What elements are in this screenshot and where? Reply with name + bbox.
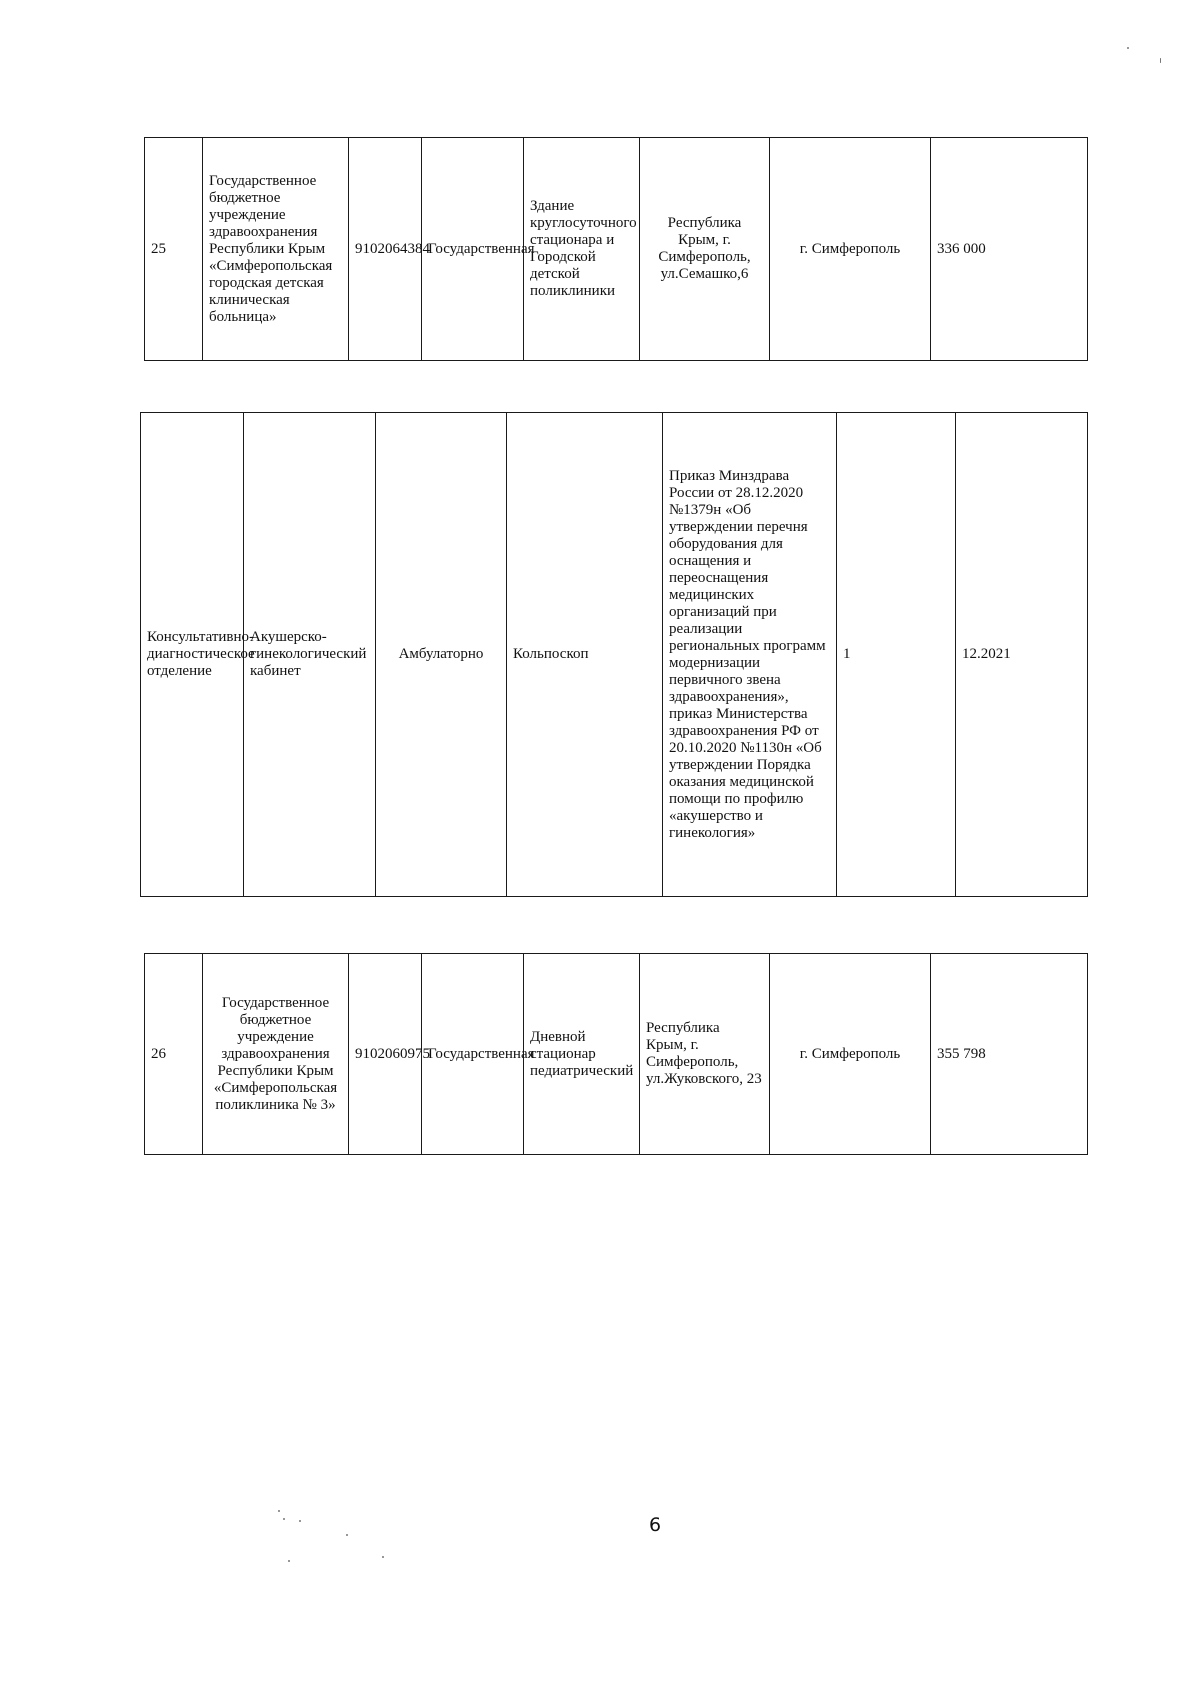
amount-cell: 355 798 [931, 954, 1088, 1155]
scan-speck [1127, 47, 1129, 49]
ownership-cell: Государственная [422, 954, 524, 1155]
object-cell: Дневной стационар педиатрический [524, 954, 640, 1155]
care-type-cell: Амбулаторно [376, 413, 507, 897]
municipality-cell: г. Симферополь [770, 954, 931, 1155]
date-cell: 12.2021 [956, 413, 1088, 897]
scan-speck [278, 1510, 280, 1512]
row-number-cell: 25 [145, 138, 203, 361]
record-25-table [144, 137, 1088, 361]
equipment-cell: Кольпоскоп [507, 413, 663, 897]
quantity-cell: 1 [837, 413, 956, 897]
ownership-cell: Государственная [422, 138, 524, 361]
table-row [141, 413, 1088, 897]
organization-cell: Государственное бюджетное учреждение здравоохранения Республики Крым «Симферопольская поликлиника № 3» [203, 954, 349, 1155]
table-row [145, 954, 1088, 1155]
record-26-table [144, 953, 1088, 1155]
room-cell: Акушерско-гинекологический кабинет [244, 413, 376, 897]
organization-cell: Государственное бюджетное учреждение здравоохранения Республики Крым «Симферопольская городская детская клиническая больница» [203, 138, 349, 361]
object-cell: Здание круглосуточного стационара и Городской детской поликлиники [524, 138, 640, 361]
scan-speck [346, 1534, 348, 1536]
inn-cell: 9102060975 [349, 954, 422, 1155]
basis-cell: Приказ Минздрава России от 28.12.2020 №1379н «Об утверждении перечня оборудования для оснащения и переоснащения медицинских организаций при реализации региональных программ модернизации первичного звена здравоохранения», приказ Министерства здравоохранения РФ от 20.10.2020 №1130н «Об утверждении Порядка оказания медицинской помощи по профилю «акушерство и гинекология» [663, 413, 837, 897]
department-cell: Консультативно-диагностическое отделение [141, 413, 244, 897]
inn-cell: 9102064384 [349, 138, 422, 361]
amount-cell: 336 000 [931, 138, 1088, 361]
table-row [145, 138, 1088, 361]
scan-speck [382, 1556, 384, 1558]
scan-speck [288, 1560, 290, 1562]
address-cell: Республика Крым, г. Симферополь, ул.Жуковского, 23 [640, 954, 770, 1155]
address-cell: Республика Крым, г. Симферополь, ул.Семашко,6 [640, 138, 770, 361]
scan-speck [299, 1520, 301, 1522]
municipality-cell: г. Симферополь [770, 138, 931, 361]
equipment-table [140, 412, 1088, 897]
scan-speck [283, 1518, 285, 1520]
page-number: 6 [648, 1514, 662, 1536]
scan-speck [1160, 58, 1161, 63]
row-number-cell: 26 [145, 954, 203, 1155]
